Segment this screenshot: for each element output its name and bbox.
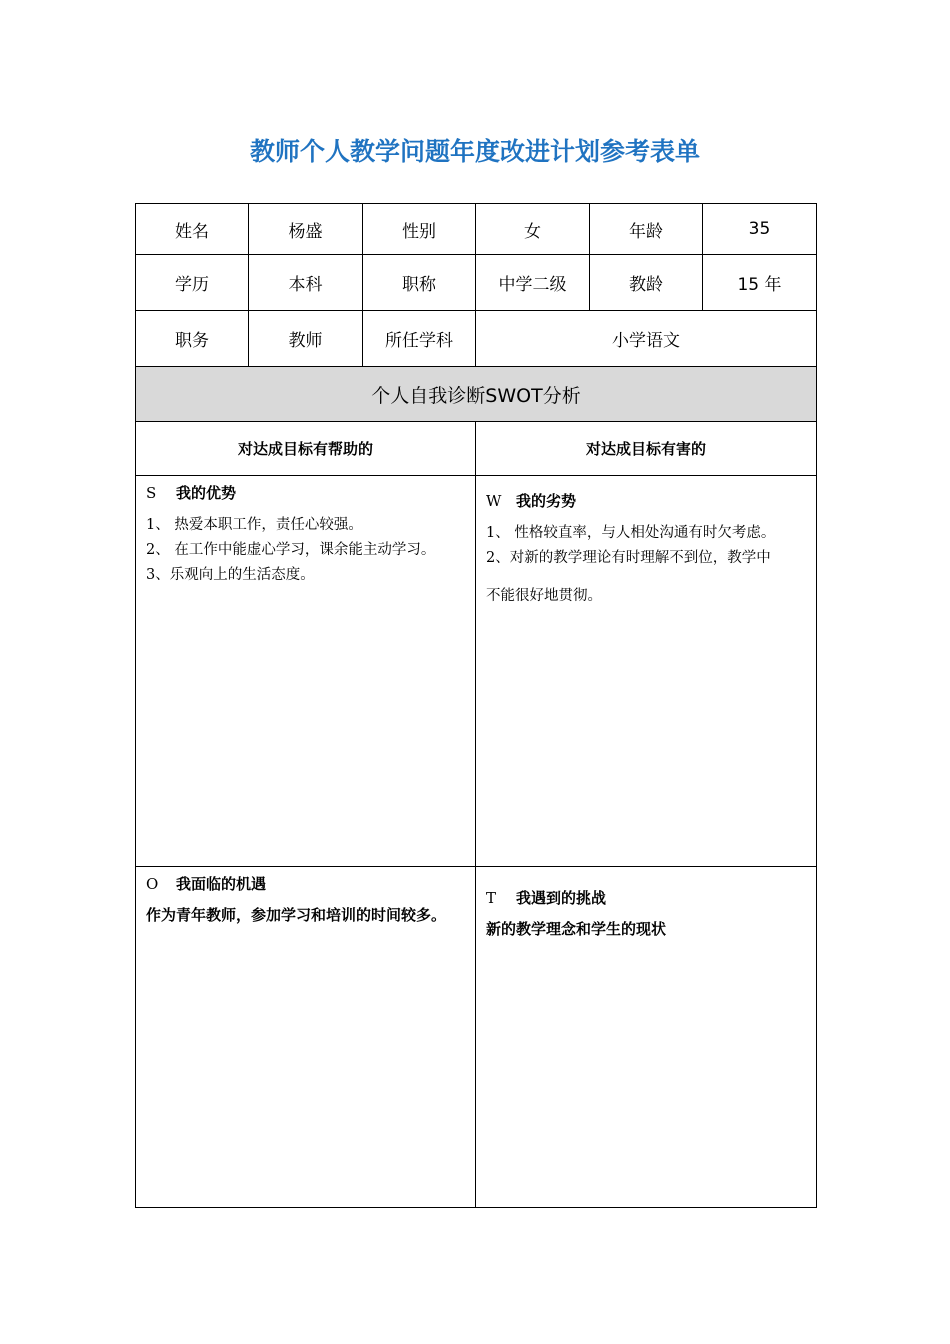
weaknesses-letter: W (486, 492, 502, 510)
info-row-3 (136, 311, 817, 367)
plan-form-table (135, 203, 817, 1208)
weaknesses-cell (476, 476, 817, 867)
strengths-title: 我的优势 (176, 484, 237, 502)
opportunities-text: 作为青年教师，参加学习和培训的时间较多。 (146, 906, 447, 924)
threats-letter: T (486, 889, 497, 907)
position-label: 职务 (136, 311, 249, 367)
subject-value: 小学语文 (476, 311, 817, 367)
weaknesses-title: 我的劣势 (516, 492, 577, 510)
threats-text: 新的教学理念和学生的现状 (486, 920, 667, 938)
threats-heading (486, 887, 808, 908)
rank-value: 中学二级 (476, 255, 590, 311)
weaknesses-heading (486, 490, 808, 511)
education-value: 本科 (249, 255, 363, 311)
threats-title: 我遇到的挑战 (516, 889, 607, 907)
gender-label: 性别 (363, 204, 476, 255)
info-row-2 (136, 255, 817, 311)
swot-header-row (136, 422, 817, 476)
name-label: 姓名 (136, 204, 249, 255)
strengths-cell (136, 476, 476, 867)
gender-value: 女 (476, 204, 590, 255)
harmful-header: 对达成目标有害的 (476, 422, 817, 476)
teaching-years-value: 15 年 (703, 255, 817, 311)
teaching-years-label: 教龄 (590, 255, 703, 311)
helpful-header: 对达成目标有帮助的 (136, 422, 476, 476)
weaknesses-item-2: 2、对新的教学理论有时理解不到位，教学中 (486, 550, 771, 566)
swot-title-row (136, 367, 817, 422)
age-value: 35 (703, 204, 817, 255)
strengths-heading (146, 482, 467, 503)
strengths-item-2: 2、 在工作中能虚心学习，课余能主动学习。 (146, 542, 436, 558)
page-title: 教师个人教学问题年度改进计划参考表单 (249, 137, 700, 166)
strengths-letter: S (146, 484, 157, 502)
name-value: 杨盛 (249, 204, 363, 255)
age-label: 年龄 (590, 204, 703, 255)
position-value: 教师 (249, 311, 363, 367)
threats-cell (476, 867, 817, 1208)
rank-label: 职称 (363, 255, 476, 311)
swot-section-title: 个人自我诊断SWOT分析 (136, 367, 817, 422)
subject-label: 所任学科 (363, 311, 476, 367)
swot-row-ot (136, 867, 817, 1208)
education-label: 学历 (136, 255, 249, 311)
opportunities-title: 我面临的机遇 (176, 875, 267, 893)
opportunities-letter: O (146, 875, 159, 893)
weaknesses-item-1: 1、 性格较直率，与人相处沟通有时欠考虑。 (486, 525, 776, 541)
swot-row-sw (136, 476, 817, 867)
info-row-1 (136, 204, 817, 255)
strengths-item-1: 1、 热爱本职工作，责任心较强。 (146, 517, 363, 533)
opportunities-heading (146, 873, 467, 894)
weaknesses-item-3: 不能很好地贯彻。 (486, 588, 602, 604)
opportunities-cell (136, 867, 476, 1208)
strengths-item-3: 3、乐观向上的生活态度。 (146, 567, 315, 583)
